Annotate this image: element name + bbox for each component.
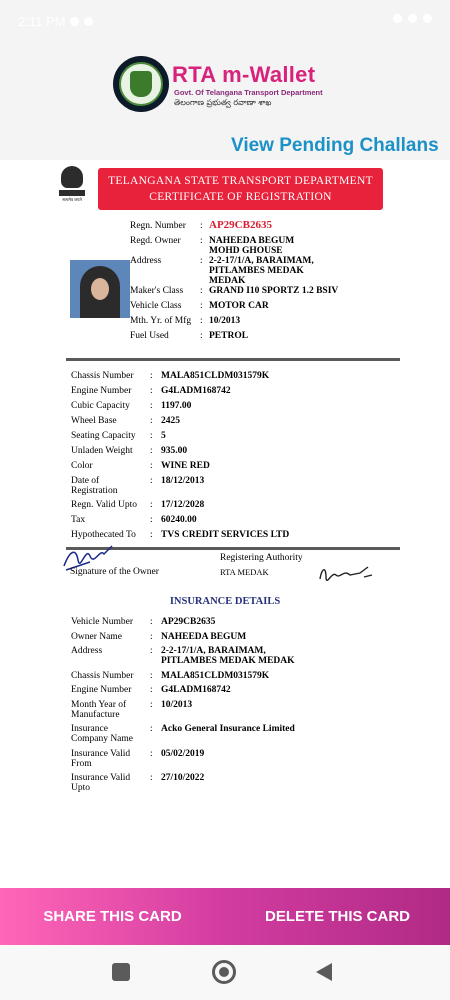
field-value-continued: PITLAMBES MEDAK MEDAK [161, 656, 295, 666]
field-label: Chassis Number [71, 670, 134, 681]
field-label: Address [130, 256, 162, 266]
field-label: Maker's Class [130, 286, 184, 296]
registration-card [0, 160, 450, 888]
field-label: Mth. Yr. of Mfg [130, 316, 192, 326]
field-value: TVS CREDIT SERVICES LTD [161, 530, 290, 540]
field-label: Regd. Owner [130, 236, 181, 246]
field-colon: : [200, 301, 203, 311]
field-colon: : [150, 371, 153, 381]
field-label: Unladen Weight [71, 446, 133, 456]
field-value: WINE RED [161, 461, 210, 471]
delete-card-button[interactable]: DELETE THIS CARD [225, 888, 450, 945]
system-nav-bar [0, 945, 450, 1000]
field-colon: : [150, 416, 153, 426]
field-value: 10/2013 [161, 699, 193, 710]
recent-apps-icon[interactable] [112, 963, 130, 981]
battery-icon [423, 14, 432, 23]
section-divider [66, 358, 400, 361]
field-value: AP29CB2635 [161, 617, 216, 627]
view-pending-challans-link[interactable]: View Pending Challans [231, 135, 439, 156]
app-title: RTA m-Wallet [172, 62, 316, 87]
field-label: Month Year of [71, 699, 127, 710]
field-value: MEDAK [209, 276, 246, 286]
app-telugu-subtitle: తెలంగాణ ప్రభుత్వ రవాణా శాఖ [174, 98, 272, 107]
field-value: 2-2-17/1/A, BARAIMAM, [209, 256, 314, 266]
field-label-continued: Registration [71, 486, 118, 496]
field-colon: : [150, 748, 153, 759]
app-subtitle: Govt. Of Telangana Transport Department [174, 88, 323, 97]
field-value: 2425 [161, 416, 180, 426]
field-label: Owner Name [71, 631, 122, 642]
field-value: PETROL [209, 331, 249, 341]
field-colon: : [150, 401, 153, 411]
department-banner [98, 168, 383, 210]
field-colon: : [150, 773, 153, 783]
field-colon: : [150, 461, 153, 471]
field-value: G4LADM168742 [161, 685, 231, 695]
field-colon: : [200, 316, 203, 326]
field-colon: : [150, 386, 153, 396]
field-label: Color [71, 461, 93, 471]
emblem-caption: सत्यमेव जयते [62, 197, 82, 202]
national-emblem-icon [58, 166, 86, 204]
field-label-continued: Upto [71, 783, 90, 793]
field-colon: : [200, 256, 203, 266]
field-value: NAHEEDA BEGUM [161, 631, 247, 642]
status-bar [0, 0, 450, 40]
field-label: Fuel Used [130, 331, 169, 341]
field-label: Engine Number [71, 386, 132, 396]
field-value: 5 [161, 431, 166, 441]
field-label: Vehicle Class [130, 301, 182, 311]
field-value: PITLAMBES MEDAK [209, 266, 304, 276]
field-colon: : [150, 476, 153, 486]
notification-icon [70, 17, 79, 26]
field-label: Hypothecated To [71, 530, 136, 540]
field-label-continued: Company Name [71, 734, 134, 744]
registering-authority-value: RTA MEDAK [220, 567, 269, 577]
field-value: G4LADM168742 [161, 386, 231, 396]
field-value: GRAND I10 SPORTZ 1.2 BSIV [209, 286, 339, 296]
field-value: MALA851CLDM031579K [161, 670, 270, 681]
field-value: 1197.00 [161, 401, 192, 411]
owner-photo [70, 260, 130, 318]
field-colon: : [150, 431, 153, 441]
field-label: Insurance [71, 724, 108, 734]
field-label: Regn. Number [130, 221, 186, 231]
field-colon: : [200, 286, 203, 296]
field-label: Regn. Valid Upto [71, 500, 138, 510]
field-value: MOTOR CAR [209, 301, 269, 311]
field-colon: : [150, 446, 153, 456]
owner-signature-label: Signature of the Owner [70, 567, 159, 577]
field-value: 05/02/2019 [161, 748, 205, 759]
field-colon: : [150, 699, 153, 710]
certificate-title: CERTIFICATE OF REGISTRATION [149, 191, 332, 203]
field-value: MALA851CLDM031579K [161, 371, 270, 381]
field-label: Insurance Valid [71, 773, 131, 783]
rta-signature-icon [316, 563, 376, 585]
field-colon: : [200, 331, 203, 341]
field-label: Chassis Number [71, 371, 134, 381]
field-colon: : [150, 631, 153, 642]
notification-icon [84, 17, 93, 26]
field-label: Engine Number [71, 685, 132, 695]
field-label: Cubic Capacity [71, 401, 130, 411]
field-colon: : [150, 646, 153, 656]
field-colon: : [150, 515, 153, 525]
field-label: Date of [71, 476, 100, 486]
field-value: AP29CB2635 [209, 219, 272, 231]
field-value: 17/12/2028 [161, 500, 205, 510]
field-value: MOHD GHOUSE [209, 246, 283, 256]
home-icon[interactable] [212, 960, 236, 984]
signal-icon [408, 14, 417, 23]
field-label: Wheel Base [71, 416, 117, 426]
field-colon: : [200, 236, 203, 246]
field-label: Address [71, 646, 103, 656]
field-value: Acko General Insurance Limited [161, 724, 295, 734]
wifi-icon [393, 14, 402, 23]
field-label-continued: From [71, 758, 92, 769]
field-colon: : [200, 221, 203, 231]
field-colon: : [150, 617, 153, 627]
field-label: Vehicle Number [71, 617, 133, 627]
field-colon: : [150, 500, 153, 510]
field-value: 27/10/2022 [161, 773, 205, 783]
field-colon: : [150, 670, 153, 681]
registering-authority-label: Registering Authority [220, 553, 303, 563]
field-colon: : [150, 530, 153, 540]
field-colon: : [150, 724, 153, 734]
field-value: 2-2-17/1/A, BARAIMAM, [161, 646, 266, 656]
field-value: NAHEEDA BEGUM [209, 236, 295, 246]
department-name: TELANGANA STATE TRANSPORT DEPARTMENT [108, 175, 373, 187]
status-time: 2:11 PM [18, 14, 66, 29]
share-card-button[interactable]: SHARE THIS CARD [0, 888, 225, 945]
field-value: 935.00 [161, 446, 188, 456]
field-label-continued: Manufacture [71, 709, 120, 720]
field-label: Seating Capacity [71, 431, 136, 441]
field-colon: : [150, 685, 153, 695]
field-label: Tax [71, 515, 86, 525]
field-value: 18/12/2013 [161, 476, 205, 486]
field-value: 10/2013 [209, 316, 241, 326]
field-value: 60240.00 [161, 515, 197, 525]
back-icon[interactable] [316, 963, 332, 981]
telangana-logo-icon [113, 56, 169, 112]
field-label: Insurance Valid [71, 748, 131, 759]
app-header [0, 40, 450, 160]
insurance-title: INSURANCE DETAILS [169, 596, 281, 607]
